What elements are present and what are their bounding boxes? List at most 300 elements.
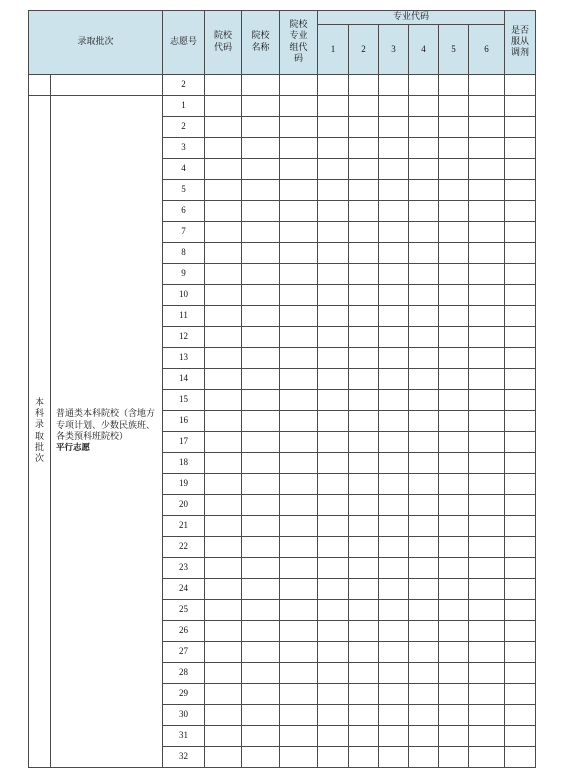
group-code-cell[interactable] [280, 663, 318, 684]
major-code-cell[interactable] [439, 75, 469, 96]
major-code-cell[interactable] [318, 306, 349, 327]
major-code-cell[interactable] [409, 579, 439, 600]
adjust-cell[interactable] [505, 180, 536, 201]
adjust-cell[interactable] [505, 264, 536, 285]
school-code-cell[interactable] [205, 537, 242, 558]
major-code-cell[interactable] [439, 726, 469, 747]
major-code-cell[interactable] [379, 495, 409, 516]
group-code-cell[interactable] [280, 348, 318, 369]
major-code-cell[interactable] [318, 705, 349, 726]
major-code-cell[interactable] [469, 264, 505, 285]
major-code-cell[interactable] [379, 705, 409, 726]
major-code-cell[interactable] [349, 327, 379, 348]
adjust-cell[interactable] [505, 411, 536, 432]
group-code-cell[interactable] [280, 726, 318, 747]
adjust-cell[interactable] [505, 306, 536, 327]
group-code-cell[interactable] [280, 558, 318, 579]
major-code-cell[interactable] [409, 390, 439, 411]
major-code-cell[interactable] [349, 306, 379, 327]
major-code-cell[interactable] [469, 180, 505, 201]
group-code-cell[interactable] [280, 432, 318, 453]
adjust-cell[interactable] [505, 243, 536, 264]
major-code-cell[interactable] [469, 348, 505, 369]
school-code-cell[interactable] [205, 369, 242, 390]
school-name-cell[interactable] [242, 264, 280, 285]
major-code-cell[interactable] [379, 369, 409, 390]
school-code-cell[interactable] [205, 390, 242, 411]
adjust-cell[interactable] [505, 747, 536, 768]
major-code-cell[interactable] [318, 579, 349, 600]
major-code-cell[interactable] [349, 390, 379, 411]
major-code-cell[interactable] [379, 117, 409, 138]
major-code-cell[interactable] [469, 222, 505, 243]
group-code-cell[interactable] [280, 411, 318, 432]
major-code-cell[interactable] [349, 75, 379, 96]
group-code-cell[interactable] [280, 159, 318, 180]
group-code-cell[interactable] [280, 117, 318, 138]
major-code-cell[interactable] [469, 600, 505, 621]
major-code-cell[interactable] [379, 684, 409, 705]
school-name-cell[interactable] [242, 726, 280, 747]
major-code-cell[interactable] [379, 348, 409, 369]
school-code-cell[interactable] [205, 327, 242, 348]
major-code-cell[interactable] [439, 516, 469, 537]
adjust-cell[interactable] [505, 516, 536, 537]
school-code-cell[interactable] [205, 621, 242, 642]
major-code-cell[interactable] [349, 222, 379, 243]
major-code-cell[interactable] [349, 243, 379, 264]
major-code-cell[interactable] [379, 96, 409, 117]
major-code-cell[interactable] [318, 600, 349, 621]
school-name-cell[interactable] [242, 600, 280, 621]
major-code-cell[interactable] [409, 495, 439, 516]
major-code-cell[interactable] [349, 138, 379, 159]
group-code-cell[interactable] [280, 180, 318, 201]
group-code-cell[interactable] [280, 264, 318, 285]
major-code-cell[interactable] [349, 201, 379, 222]
school-code-cell[interactable] [205, 411, 242, 432]
major-code-cell[interactable] [469, 747, 505, 768]
major-code-cell[interactable] [469, 432, 505, 453]
major-code-cell[interactable] [409, 642, 439, 663]
school-code-cell[interactable] [205, 285, 242, 306]
major-code-cell[interactable] [469, 159, 505, 180]
major-code-cell[interactable] [469, 684, 505, 705]
major-code-cell[interactable] [379, 222, 409, 243]
major-code-cell[interactable] [318, 348, 349, 369]
adjust-cell[interactable] [505, 663, 536, 684]
school-name-cell[interactable] [242, 138, 280, 159]
major-code-cell[interactable] [318, 474, 349, 495]
major-code-cell[interactable] [439, 558, 469, 579]
major-code-cell[interactable] [318, 516, 349, 537]
adjust-cell[interactable] [505, 726, 536, 747]
major-code-cell[interactable] [409, 117, 439, 138]
school-code-cell[interactable] [205, 474, 242, 495]
group-code-cell[interactable] [280, 495, 318, 516]
major-code-cell[interactable] [318, 138, 349, 159]
major-code-cell[interactable] [318, 684, 349, 705]
school-code-cell[interactable] [205, 201, 242, 222]
major-code-cell[interactable] [409, 75, 439, 96]
major-code-cell[interactable] [379, 600, 409, 621]
school-code-cell[interactable] [205, 75, 242, 96]
major-code-cell[interactable] [469, 306, 505, 327]
major-code-cell[interactable] [469, 138, 505, 159]
major-code-cell[interactable] [439, 579, 469, 600]
major-code-cell[interactable] [439, 96, 469, 117]
school-name-cell[interactable] [242, 285, 280, 306]
major-code-cell[interactable] [409, 663, 439, 684]
major-code-cell[interactable] [469, 201, 505, 222]
major-code-cell[interactable] [349, 369, 379, 390]
major-code-cell[interactable] [379, 642, 409, 663]
major-code-cell[interactable] [379, 516, 409, 537]
major-code-cell[interactable] [469, 96, 505, 117]
major-code-cell[interactable] [409, 159, 439, 180]
major-code-cell[interactable] [409, 243, 439, 264]
adjust-cell[interactable] [505, 159, 536, 180]
major-code-cell[interactable] [349, 180, 379, 201]
major-code-cell[interactable] [409, 726, 439, 747]
major-code-cell[interactable] [349, 705, 379, 726]
school-name-cell[interactable] [242, 306, 280, 327]
major-code-cell[interactable] [439, 327, 469, 348]
major-code-cell[interactable] [409, 327, 439, 348]
adjust-cell[interactable] [505, 432, 536, 453]
school-name-cell[interactable] [242, 558, 280, 579]
major-code-cell[interactable] [409, 369, 439, 390]
major-code-cell[interactable] [379, 390, 409, 411]
major-code-cell[interactable] [349, 579, 379, 600]
adjust-cell[interactable] [505, 285, 536, 306]
major-code-cell[interactable] [439, 117, 469, 138]
major-code-cell[interactable] [349, 747, 379, 768]
group-code-cell[interactable] [280, 705, 318, 726]
major-code-cell[interactable] [349, 453, 379, 474]
major-code-cell[interactable] [469, 726, 505, 747]
major-code-cell[interactable] [349, 474, 379, 495]
school-code-cell[interactable] [205, 159, 242, 180]
major-code-cell[interactable] [349, 348, 379, 369]
major-code-cell[interactable] [379, 663, 409, 684]
major-code-cell[interactable] [409, 411, 439, 432]
group-code-cell[interactable] [280, 621, 318, 642]
school-code-cell[interactable] [205, 432, 242, 453]
major-code-cell[interactable] [379, 180, 409, 201]
major-code-cell[interactable] [379, 264, 409, 285]
major-code-cell[interactable] [469, 243, 505, 264]
school-name-cell[interactable] [242, 621, 280, 642]
major-code-cell[interactable] [379, 621, 409, 642]
major-code-cell[interactable] [379, 327, 409, 348]
school-name-cell[interactable] [242, 747, 280, 768]
adjust-cell[interactable] [505, 348, 536, 369]
school-name-cell[interactable] [242, 222, 280, 243]
major-code-cell[interactable] [349, 96, 379, 117]
major-code-cell[interactable] [439, 411, 469, 432]
school-code-cell[interactable] [205, 705, 242, 726]
major-code-cell[interactable] [439, 600, 469, 621]
group-code-cell[interactable] [280, 96, 318, 117]
major-code-cell[interactable] [409, 285, 439, 306]
major-code-cell[interactable] [379, 579, 409, 600]
school-code-cell[interactable] [205, 663, 242, 684]
adjust-cell[interactable] [505, 537, 536, 558]
school-name-cell[interactable] [242, 117, 280, 138]
adjust-cell[interactable] [505, 579, 536, 600]
adjust-cell[interactable] [505, 222, 536, 243]
group-code-cell[interactable] [280, 747, 318, 768]
school-name-cell[interactable] [242, 474, 280, 495]
major-code-cell[interactable] [409, 600, 439, 621]
major-code-cell[interactable] [409, 474, 439, 495]
major-code-cell[interactable] [379, 453, 409, 474]
school-name-cell[interactable] [242, 348, 280, 369]
major-code-cell[interactable] [379, 306, 409, 327]
major-code-cell[interactable] [439, 222, 469, 243]
major-code-cell[interactable] [409, 558, 439, 579]
group-code-cell[interactable] [280, 600, 318, 621]
adjust-cell[interactable] [505, 201, 536, 222]
group-code-cell[interactable] [280, 390, 318, 411]
school-code-cell[interactable] [205, 180, 242, 201]
major-code-cell[interactable] [379, 243, 409, 264]
school-code-cell[interactable] [205, 117, 242, 138]
school-code-cell[interactable] [205, 495, 242, 516]
school-name-cell[interactable] [242, 663, 280, 684]
major-code-cell[interactable] [379, 432, 409, 453]
major-code-cell[interactable] [439, 306, 469, 327]
major-code-cell[interactable] [439, 201, 469, 222]
major-code-cell[interactable] [318, 432, 349, 453]
major-code-cell[interactable] [439, 390, 469, 411]
major-code-cell[interactable] [318, 243, 349, 264]
major-code-cell[interactable] [439, 453, 469, 474]
major-code-cell[interactable] [439, 663, 469, 684]
school-name-cell[interactable] [242, 327, 280, 348]
major-code-cell[interactable] [409, 453, 439, 474]
school-name-cell[interactable] [242, 96, 280, 117]
major-code-cell[interactable] [318, 264, 349, 285]
major-code-cell[interactable] [379, 537, 409, 558]
major-code-cell[interactable] [439, 621, 469, 642]
major-code-cell[interactable] [469, 663, 505, 684]
major-code-cell[interactable] [409, 684, 439, 705]
major-code-cell[interactable] [349, 285, 379, 306]
major-code-cell[interactable] [469, 369, 505, 390]
major-code-cell[interactable] [349, 642, 379, 663]
major-code-cell[interactable] [318, 411, 349, 432]
major-code-cell[interactable] [318, 369, 349, 390]
major-code-cell[interactable] [469, 537, 505, 558]
school-name-cell[interactable] [242, 453, 280, 474]
school-code-cell[interactable] [205, 222, 242, 243]
major-code-cell[interactable] [318, 75, 349, 96]
major-code-cell[interactable] [379, 138, 409, 159]
major-code-cell[interactable] [469, 474, 505, 495]
major-code-cell[interactable] [469, 558, 505, 579]
group-code-cell[interactable] [280, 642, 318, 663]
major-code-cell[interactable] [379, 285, 409, 306]
adjust-cell[interactable] [505, 390, 536, 411]
major-code-cell[interactable] [349, 726, 379, 747]
group-code-cell[interactable] [280, 243, 318, 264]
major-code-cell[interactable] [318, 558, 349, 579]
major-code-cell[interactable] [409, 96, 439, 117]
school-name-cell[interactable] [242, 516, 280, 537]
major-code-cell[interactable] [379, 474, 409, 495]
adjust-cell[interactable] [505, 474, 536, 495]
major-code-cell[interactable] [379, 726, 409, 747]
major-code-cell[interactable] [318, 537, 349, 558]
major-code-cell[interactable] [439, 642, 469, 663]
adjust-cell[interactable] [505, 684, 536, 705]
major-code-cell[interactable] [409, 621, 439, 642]
major-code-cell[interactable] [469, 453, 505, 474]
adjust-cell[interactable] [505, 558, 536, 579]
adjust-cell[interactable] [505, 642, 536, 663]
group-code-cell[interactable] [280, 222, 318, 243]
major-code-cell[interactable] [318, 327, 349, 348]
group-code-cell[interactable] [280, 579, 318, 600]
major-code-cell[interactable] [318, 285, 349, 306]
major-code-cell[interactable] [439, 285, 469, 306]
adjust-cell[interactable] [505, 705, 536, 726]
school-name-cell[interactable] [242, 201, 280, 222]
school-name-cell[interactable] [242, 411, 280, 432]
school-code-cell[interactable] [205, 306, 242, 327]
adjust-cell[interactable] [505, 327, 536, 348]
group-code-cell[interactable] [280, 285, 318, 306]
major-code-cell[interactable] [439, 432, 469, 453]
major-code-cell[interactable] [349, 600, 379, 621]
adjust-cell[interactable] [505, 600, 536, 621]
major-code-cell[interactable] [349, 432, 379, 453]
adjust-cell[interactable] [505, 621, 536, 642]
school-name-cell[interactable] [242, 684, 280, 705]
adjust-cell[interactable] [505, 138, 536, 159]
group-code-cell[interactable] [280, 327, 318, 348]
major-code-cell[interactable] [439, 474, 469, 495]
adjust-cell[interactable] [505, 75, 536, 96]
major-code-cell[interactable] [349, 159, 379, 180]
school-name-cell[interactable] [242, 243, 280, 264]
major-code-cell[interactable] [318, 621, 349, 642]
major-code-cell[interactable] [469, 579, 505, 600]
school-code-cell[interactable] [205, 600, 242, 621]
major-code-cell[interactable] [379, 159, 409, 180]
major-code-cell[interactable] [318, 495, 349, 516]
school-name-cell[interactable] [242, 390, 280, 411]
adjust-cell[interactable] [505, 117, 536, 138]
major-code-cell[interactable] [439, 159, 469, 180]
school-name-cell[interactable] [242, 159, 280, 180]
school-name-cell[interactable] [242, 537, 280, 558]
group-code-cell[interactable] [280, 138, 318, 159]
major-code-cell[interactable] [439, 537, 469, 558]
major-code-cell[interactable] [349, 264, 379, 285]
school-code-cell[interactable] [205, 453, 242, 474]
adjust-cell[interactable] [505, 96, 536, 117]
group-code-cell[interactable] [280, 453, 318, 474]
major-code-cell[interactable] [469, 516, 505, 537]
major-code-cell[interactable] [409, 180, 439, 201]
major-code-cell[interactable] [409, 432, 439, 453]
major-code-cell[interactable] [439, 747, 469, 768]
major-code-cell[interactable] [349, 495, 379, 516]
school-name-cell[interactable] [242, 369, 280, 390]
group-code-cell[interactable] [280, 537, 318, 558]
major-code-cell[interactable] [469, 285, 505, 306]
major-code-cell[interactable] [379, 558, 409, 579]
group-code-cell[interactable] [280, 306, 318, 327]
major-code-cell[interactable] [439, 684, 469, 705]
major-code-cell[interactable] [439, 705, 469, 726]
major-code-cell[interactable] [469, 642, 505, 663]
school-code-cell[interactable] [205, 558, 242, 579]
major-code-cell[interactable] [318, 222, 349, 243]
major-code-cell[interactable] [318, 453, 349, 474]
major-code-cell[interactable] [439, 243, 469, 264]
major-code-cell[interactable] [439, 369, 469, 390]
school-code-cell[interactable] [205, 96, 242, 117]
major-code-cell[interactable] [318, 201, 349, 222]
major-code-cell[interactable] [409, 138, 439, 159]
major-code-cell[interactable] [349, 516, 379, 537]
major-code-cell[interactable] [318, 159, 349, 180]
school-code-cell[interactable] [205, 516, 242, 537]
major-code-cell[interactable] [318, 117, 349, 138]
major-code-cell[interactable] [439, 180, 469, 201]
school-code-cell[interactable] [205, 747, 242, 768]
group-code-cell[interactable] [280, 369, 318, 390]
major-code-cell[interactable] [469, 411, 505, 432]
major-code-cell[interactable] [318, 180, 349, 201]
major-code-cell[interactable] [349, 684, 379, 705]
major-code-cell[interactable] [409, 222, 439, 243]
major-code-cell[interactable] [469, 621, 505, 642]
major-code-cell[interactable] [318, 747, 349, 768]
major-code-cell[interactable] [379, 747, 409, 768]
group-code-cell[interactable] [280, 516, 318, 537]
major-code-cell[interactable] [409, 264, 439, 285]
major-code-cell[interactable] [318, 96, 349, 117]
major-code-cell[interactable] [469, 390, 505, 411]
group-code-cell[interactable] [280, 474, 318, 495]
major-code-cell[interactable] [439, 495, 469, 516]
major-code-cell[interactable] [409, 306, 439, 327]
major-code-cell[interactable] [409, 348, 439, 369]
major-code-cell[interactable] [379, 75, 409, 96]
school-code-cell[interactable] [205, 726, 242, 747]
major-code-cell[interactable] [409, 201, 439, 222]
school-code-cell[interactable] [205, 348, 242, 369]
major-code-cell[interactable] [439, 348, 469, 369]
major-code-cell[interactable] [318, 726, 349, 747]
major-code-cell[interactable] [349, 117, 379, 138]
school-code-cell[interactable] [205, 579, 242, 600]
school-code-cell[interactable] [205, 264, 242, 285]
school-name-cell[interactable] [242, 495, 280, 516]
group-code-cell[interactable] [280, 75, 318, 96]
adjust-cell[interactable] [505, 453, 536, 474]
major-code-cell[interactable] [409, 747, 439, 768]
major-code-cell[interactable] [409, 516, 439, 537]
major-code-cell[interactable] [349, 621, 379, 642]
major-code-cell[interactable] [439, 264, 469, 285]
major-code-cell[interactable] [439, 138, 469, 159]
